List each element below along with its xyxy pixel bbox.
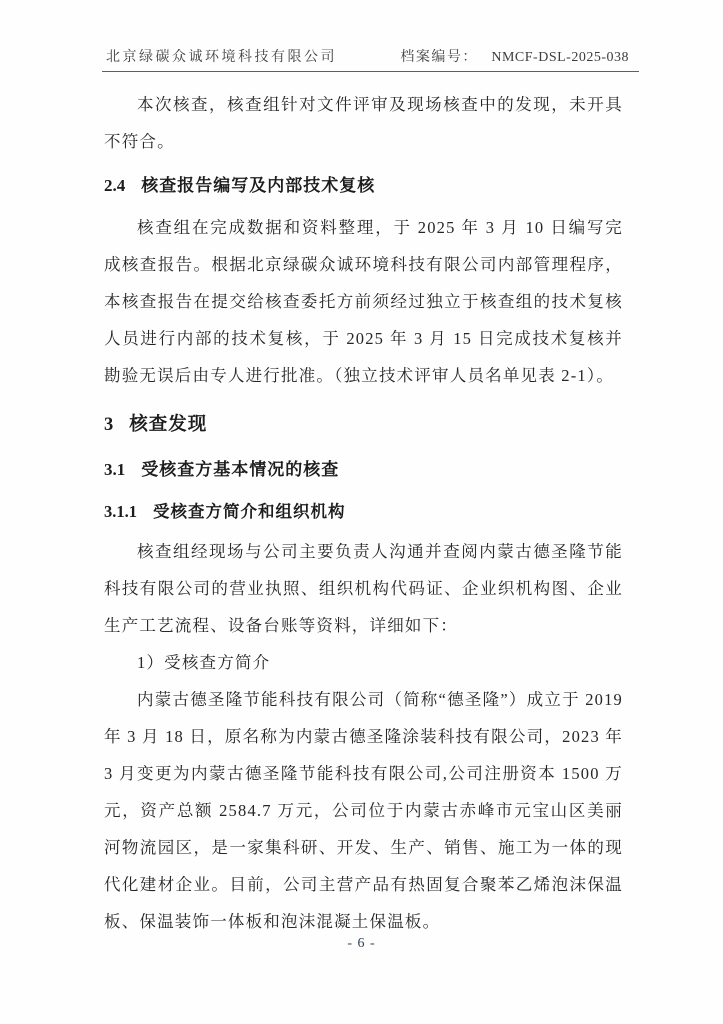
file-number-value: NMCF-DSL-2025-038 — [491, 50, 629, 65]
heading-3-title: 核查发现 — [129, 415, 208, 435]
paragraph-site-review: 核查组经现场与公司主要负责人沟通并查阅内蒙古德圣隆节能科技有限公司的营业执照、组织机构代码证、企业织机构图、企业生产工艺流程、设备台账等资料，详细如下： — [104, 542, 623, 635]
paragraph-report-writing: 核查组在完成数据和资料整理，于 2025 年 3 月 10 日编写完成核查报告。根据北京绿碳众诚环境科技有限公司内部管理程序，本核查报告在提交给核查委托方前须经过独立于核查组的技术复核人员进行内部的技术复核，于 2025 年 3 月 15 日完成技术复核并勘验无误后由专人进行批准。（独立技术评审人员名单见表 2-1）。 — [104, 218, 623, 385]
heading-3 — [104, 407, 623, 444]
heading-2-4 — [104, 167, 623, 204]
page-number: - 6 - — [347, 936, 376, 951]
heading-3-1 — [104, 451, 623, 488]
header-company-name: 北京绿碳众诚环境科技有限公司 — [106, 50, 337, 65]
heading-3-1-title: 受核查方基本情况的核查 — [141, 460, 340, 479]
file-number-label: 档案编号： — [400, 50, 478, 65]
paragraph-company-profile: 内蒙古德圣隆节能科技有限公司（简称“德圣隆”）成立于 2019 年 3 月 18 日，原名称为内蒙古德圣隆涂装科技有限公司，2023 年 3 月变更为内蒙古德圣隆节能科技有限公司,公司注册资本 1500 万元，资产总额 2584.7 万元，公司位于内蒙古赤峰市元宝山区美丽河物流园区，是一家集科研、开发、生产、销售、施工为一体的现代化建材企业。目前，公司主营产品有热固复合聚苯乙烯泡沫保温板、保温装饰一体板和泡沫混凝土保温板。 — [104, 690, 623, 931]
paragraph-intro: 本次核查，核查组针对文件评审及现场核查中的发现，未开具不符合。 — [104, 95, 623, 151]
heading-3-1-1-title: 受核查方简介和组织机构 — [153, 502, 346, 521]
heading-3-number: 3 — [104, 415, 114, 435]
document-content — [104, 86, 623, 940]
heading-3-1-1 — [104, 493, 623, 530]
heading-3-1-number: 3.1 — [104, 460, 126, 479]
header-file-number — [400, 46, 629, 66]
heading-3-1-1-number: 3.1.1 — [104, 502, 137, 521]
heading-2-4-title: 核查报告编写及内部技术复核 — [141, 176, 376, 195]
page-header-row — [104, 46, 637, 71]
heading-2-4-number: 2.4 — [104, 176, 126, 195]
page-header — [104, 46, 637, 72]
header-divider — [102, 71, 639, 72]
list-item-company-intro: 1）受核查方简介 — [137, 653, 271, 672]
